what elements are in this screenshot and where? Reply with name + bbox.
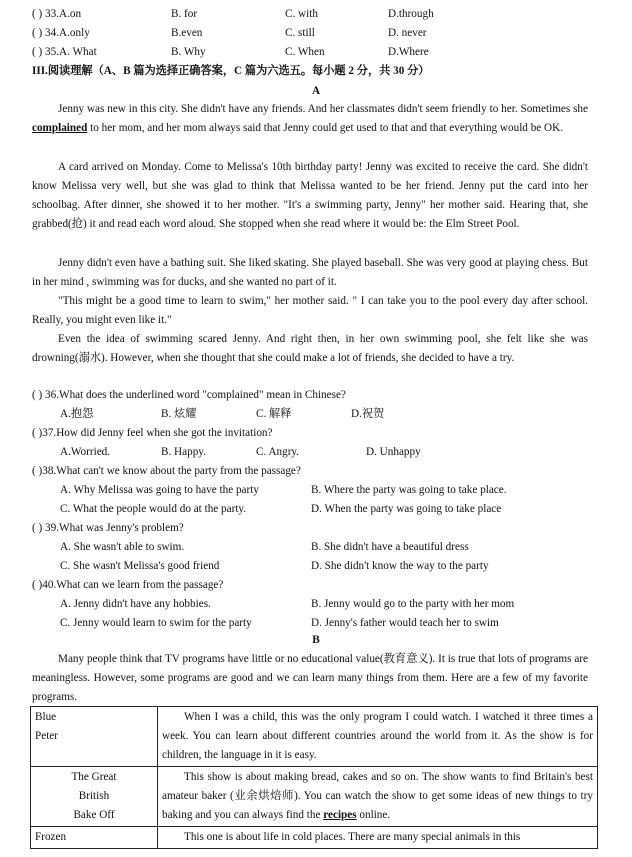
question-38-option-c: C. What the people would do at the party. [60,503,247,515]
programs-table [30,706,598,849]
program-name: Blue Peter [31,707,158,767]
p1-text-end: to her mom, and her mom always said that Jenny could get used to that and that everything would be OK. [87,122,564,134]
question-38-option-a: A. Why Melissa was going to have the party [60,484,259,496]
p1-text: Jenny was new in this city. She didn't have any friends. And her classmates didn't seem friendly to her. Sometimes she [58,103,588,115]
option-d: D.祝贺 [351,408,385,420]
question-40-option-d: D. Jenny's father would teach her to swim [311,617,499,629]
option-c: C. still [285,27,315,39]
option-b: B.even [171,27,203,39]
question-number: ( ) 34.A.only [32,27,90,39]
passage-a-paragraph-4: "This might be a good time to learn to swim," her mother said. " I can take you to the pool every day after school. Really, you might even like it." [32,295,588,326]
passage-a-paragraph-3: Jenny didn't even have a bathing suit. She liked skating. She played baseball. She was very good at playing chess. But in her mind , swimming was for ducks, and she wanted no part of it. [32,257,588,288]
underlined-word: recipes [323,809,357,821]
program-name: Frozen [31,827,158,849]
question-37: ( )37.How did Jenny feel when she got the invitation? [32,427,273,439]
program-description [158,767,598,827]
question-38-option-d: D. When the party was going to take place [311,503,502,515]
table-row [31,707,598,767]
option-c: C. 解释 [256,408,292,420]
section-title: III.阅读理解（A、B 篇为选择正确答案，C 篇为六选五。每小题 2 分，共 30 分） [32,65,430,77]
option-c: C. Angry. [256,446,300,458]
program-description: When I was a child, this was the only program I could watch. I watched it three times a week. You can learn about different countries around the world from it. As the show is for children, the language in it is easy. [158,707,598,767]
option-b: B. Happy. [161,446,206,458]
question-40-option-a: A. Jenny didn't have any hobbies. [60,598,211,610]
option-d: D.through [388,8,434,20]
option-d: D. never [388,27,427,39]
question-40-option-c: C. Jenny would learn to swim for the party [60,617,252,629]
question-39-option-c: C. She wasn't Melissa's good friend [60,560,220,572]
option-b: B. for [171,8,198,20]
question-number: ( ) 35.A. What [32,46,97,58]
table-row [31,827,598,849]
passage-b-label: B [312,634,320,646]
passage-a-paragraph-2: A card arrived on Monday. Come to Melissa's 10th birthday party! Jenny was excited to receive the card. She didn't know Melissa very well, but she was glad to think that Melissa wanted to be her friend. Jenny put the card into her schoolbag. After dinner, she showed it to her mother. "It's a swimming party, Jenny" her mother said. Hearing that, she grabbed(抢) it and read each word aloud. She stopped when she read where it would be: the Elm Street Pool. [32,161,588,230]
question-38: ( )38.What can't we know about the party from the passage? [32,465,301,477]
question-39-option-d: D. She didn't know the way to the party [311,560,489,572]
question-39-option-b: B. She didn't have a beautiful dress [311,541,469,553]
question-number: ( ) 33.A.on [32,8,82,20]
option-d: D. Unhappy [366,446,421,458]
passage-a-paragraph-1 [32,100,588,138]
passage-b-intro: Many people think that TV programs have little or no educational value(教育意义). It is true that lots of programs are meaningless. However, some programs are good and we can learn many things from them. Here are a few of my favorite programs. [32,653,588,703]
question-40-option-b: B. Jenny would go to the party with her mom [311,598,515,610]
option-a: A.Worried. [60,446,111,458]
description-text-end: online. [356,809,391,821]
option-b: B. Why [171,46,206,58]
program-description: This one is about life in cold places. There are many special animals in this [158,827,598,849]
question-39-option-a: A. She wasn't able to swim. [60,541,185,553]
question-39: ( ) 39.What was Jenny's problem? [32,522,184,534]
question-38-option-b: B. Where the party was going to take place. [311,484,507,496]
table-row [31,767,598,827]
option-c: C. When [285,46,325,58]
question-40: ( )40.What can we learn from the passage? [32,579,224,591]
option-c: C. with [285,8,318,20]
passage-a-label: A [311,85,321,97]
program-name: The Great British Bake Off [31,767,158,827]
underlined-word: complained [32,122,88,134]
question-36: ( ) 36.What does the underlined word "complained" mean in Chinese? [32,389,346,401]
description-text: This show is about making bread, cakes and so on. The show wants to find Britain's best amateur baker (业余烘焙师). You can watch the show to get some ideas of new things to try baking and you can always find the [162,771,593,821]
option-a: A.抱怨 [60,408,94,420]
option-b: B. 炫耀 [161,408,197,420]
option-d: D.Where [388,46,429,58]
passage-a-paragraph-5: Even the idea of swimming scared Jenny. And right then, in her own swimming pool, she felt like she was drowning(溺水). However, when she thought that she could make a lot of friends, she decided to have a try. [32,333,588,364]
